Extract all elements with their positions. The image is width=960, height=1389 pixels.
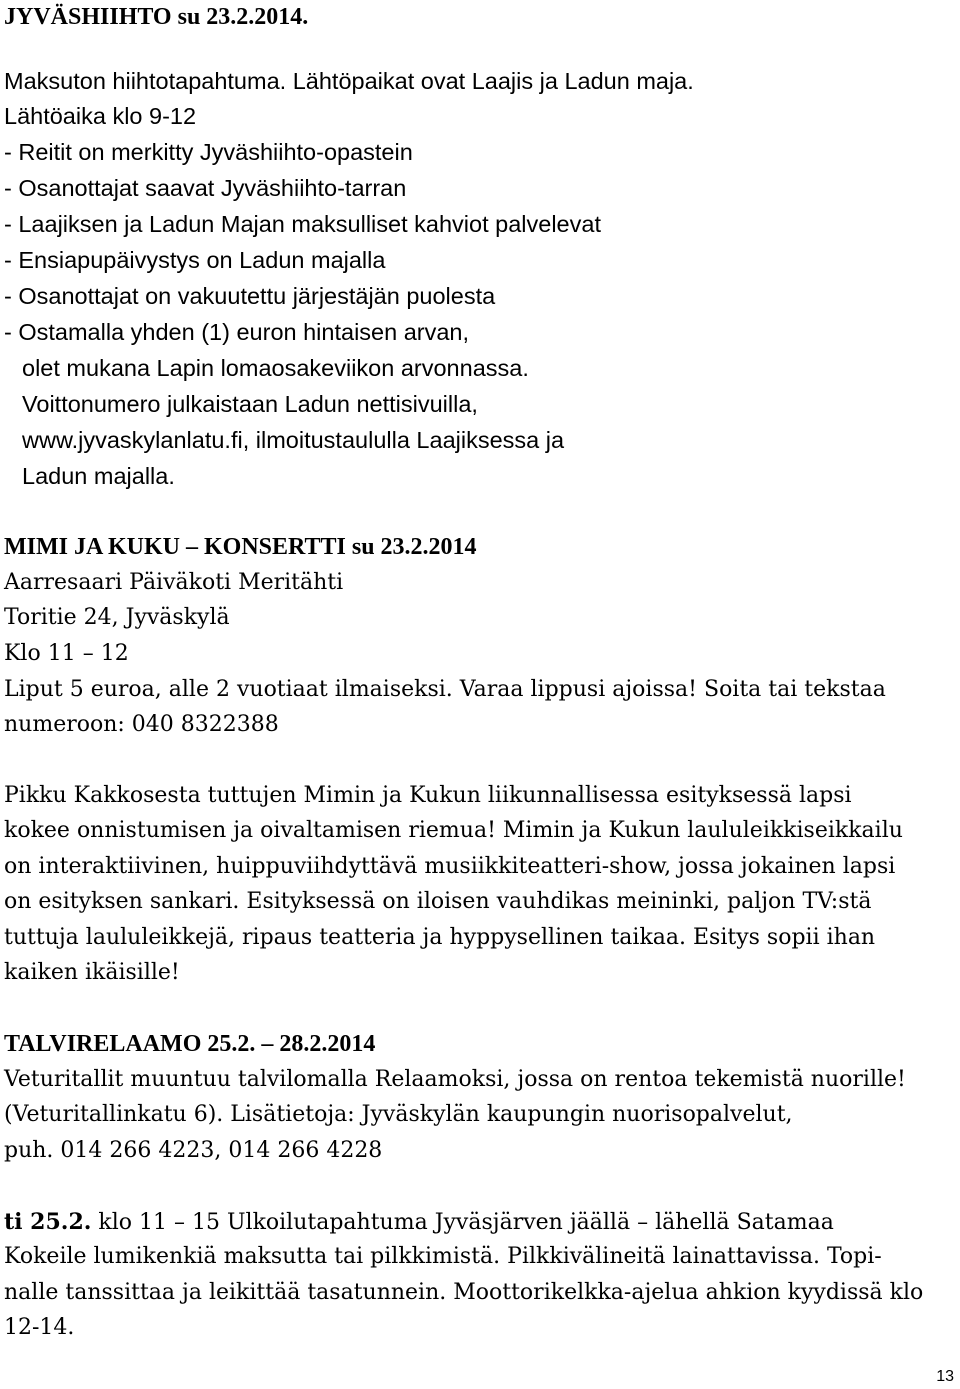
document-page [4, 0, 954, 1389]
outdoor-line-3: 12-14. [4, 1315, 75, 1340]
concert-title: MIMI JA KUKU – KONSERTTI su 23.2.2014 [4, 534, 477, 560]
concert-description-3: on interaktiivinen, huippuviihdyttävä musiikkiteatteri-show, jossa jokainen lapsi [4, 854, 896, 879]
outdoor-line-1: Kokeile lumikenkiä maksutta tai pilkkimistä. Pilkkivälineitä lainattavissa. Topi- [4, 1244, 882, 1269]
ski-event-title: JYVÄSHIIHTO su 23.2.2014. [4, 4, 309, 30]
talvirelaamo-line-1: Veturitallit muuntuu talvilomalla Relaamoksi, jossa on rentoa tekemistä nuorille! [4, 1067, 906, 1092]
concert-detail-3: Klo 11 – 12 [4, 641, 129, 666]
ski-bullet-5: - Osanottajat on vakuutettu järjestäjän puolesta [4, 283, 496, 309]
ski-bullet-4: - Ensiapupäivystys on Ladun majalla [4, 247, 386, 273]
ski-bullet-3: - Laajiksen ja Ladun Majan maksulliset kahviot palvelevat [4, 211, 601, 237]
concert-detail-2: Toritie 24, Jyväskylä [4, 605, 230, 630]
concert-description-4: on esityksen sankari. Esityksessä on iloisen vauhdikas meininki, paljon TV:stä [4, 889, 872, 914]
page-number: 13 [936, 1368, 954, 1385]
concert-detail-4: Liput 5 euroa, alle 2 vuotiaat ilmaiseksi. Varaa lippusi ajoissa! Soita tai tekstaa [4, 677, 886, 702]
ski-bullet-continuation-3: www.jyvaskylanlatu.fi, ilmoitustaululla Laajiksessa ja [22, 427, 565, 453]
concert-description-1: Pikku Kakkosesta tuttujen Mimin ja Kukun liikunnallisessa esityksessä lapsi [4, 783, 852, 808]
ski-intro-line-1: Maksuton hiihtotapahtuma. Lähtöpaikat ovat Laajis ja Ladun maja. [4, 68, 694, 94]
talvirelaamo-title: TALVIRELAAMO 25.2. – 28.2.2014 [4, 1031, 376, 1057]
ski-bullet-2: - Osanottajat saavat Jyväshiihto-tarran [4, 175, 407, 201]
ski-bullet-1: - Reitit on merkitty Jyväshiihto-opastein [4, 139, 413, 165]
concert-description-2: kokee onnistumisen ja oivaltamisen riemua! Mimin ja Kukun laululeikkiseikkailu [4, 818, 903, 843]
ski-bullet-continuation-4: Ladun majalla. [22, 463, 175, 489]
outdoor-headline-row [4, 1207, 834, 1238]
ski-intro-line-2: Lähtöaika klo 9-12 [4, 103, 197, 129]
ski-bullet-continuation-1: olet mukana Lapin lomaosakeviikon arvonnassa. [22, 355, 529, 381]
concert-detail-5: numeroon: 040 8322388 [4, 712, 279, 737]
outdoor-date: ti 25.2. [4, 1209, 92, 1235]
talvirelaamo-line-2: (Veturitallinkatu 6). Lisätietoja: Jyväskylän kaupungin nuorisopalvelut, [4, 1102, 793, 1127]
concert-description-6: kaiken ikäisille! [4, 960, 180, 985]
outdoor-headline: klo 11 – 15 Ulkoilutapahtuma Jyväsjärven jäällä – lähellä Satamaa [91, 1210, 834, 1235]
talvirelaamo-line-3: puh. 014 266 4223, 014 266 4228 [4, 1138, 383, 1163]
outdoor-line-2: nalle tanssittaa ja leikittää tasatunnein. Moottorikelkka-ajelua ahkion kyydissä klo [4, 1280, 924, 1305]
concert-detail-1: Aarresaari Päiväkoti Meritähti [4, 570, 344, 595]
ski-bullet-6: - Ostamalla yhden (1) euron hintaisen arvan, [4, 319, 470, 345]
concert-description-5: tuttuja laululeikkejä, ripaus teatteria ja hyppysellinen taikaa. Esitys sopii ihan [4, 925, 876, 950]
ski-bullet-continuation-2: Voittonumero julkaistaan Ladun nettisivuilla, [22, 391, 478, 417]
